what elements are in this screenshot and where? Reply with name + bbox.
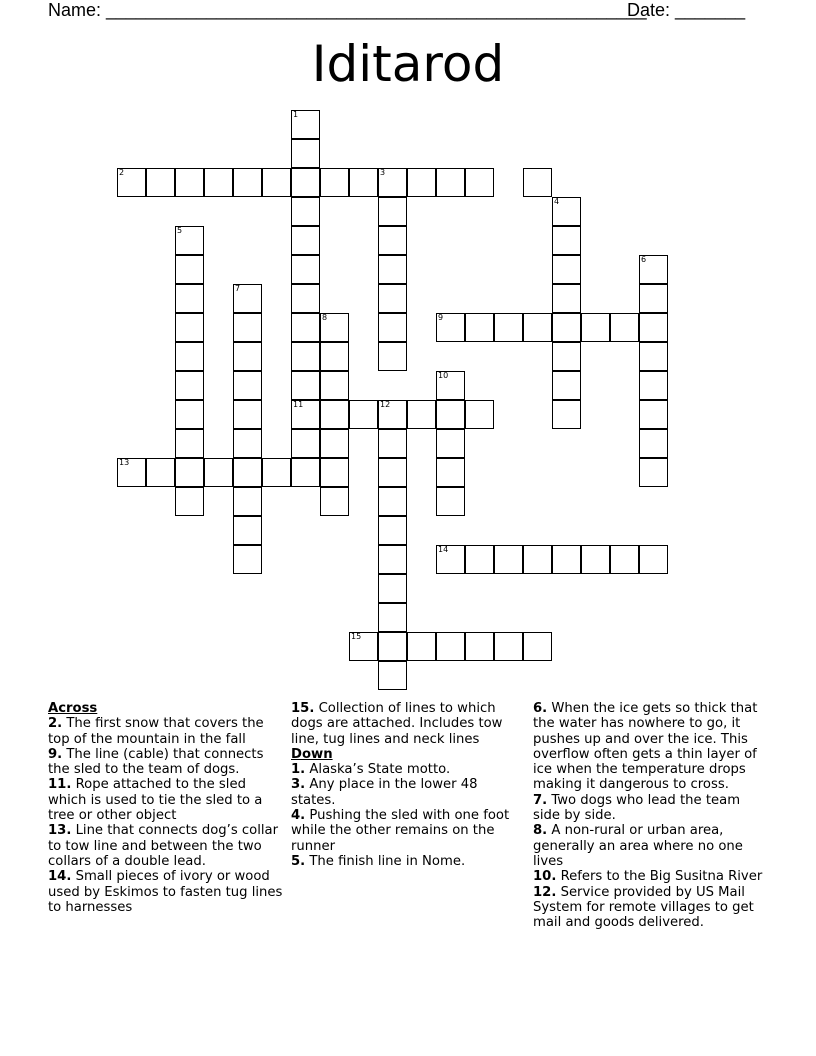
grid-cell[interactable] [175, 168, 204, 197]
clue-number: 7 [235, 284, 241, 293]
clue-item [291, 701, 517, 747]
clue-item [48, 777, 284, 823]
clue-item [48, 823, 284, 869]
grid-cell[interactable] [349, 400, 378, 429]
clue-number-label: 6. [533, 701, 548, 716]
grid-cell[interactable] [233, 342, 262, 371]
grid-cell[interactable] [378, 400, 407, 429]
grid-cell[interactable] [610, 313, 639, 342]
grid-cell[interactable] [233, 487, 262, 516]
grid-cell[interactable] [378, 313, 407, 342]
clue-number-label: 9. [48, 746, 63, 762]
grid-cell[interactable] [494, 313, 523, 342]
grid-cell[interactable] [436, 371, 465, 400]
grid-cell[interactable] [291, 342, 320, 371]
clue-item [291, 808, 517, 854]
grid-cell[interactable] [204, 168, 233, 197]
clue-item [48, 716, 284, 747]
grid-cell[interactable] [639, 545, 668, 574]
clue-number-label: 8. [533, 823, 548, 839]
clue-text: Pushing the sled with one foot while the other remains on the runner [291, 808, 510, 854]
clue-number: 12 [380, 400, 391, 409]
clue-text: Collection of lines to which dogs are attached. Includes tow line, tug lines and neck lines [291, 701, 503, 747]
clue-number: 6 [641, 255, 647, 264]
grid-cell[interactable] [291, 458, 320, 487]
clue-number-label: 7. [533, 792, 548, 808]
clue-number-label: 1. [291, 762, 306, 778]
clue-item [291, 854, 517, 869]
clue-number-label: 3. [291, 777, 306, 793]
down-heading: Down [291, 746, 333, 762]
clue-item [533, 869, 769, 884]
name-field-label[interactable]: Name: ______________________________________________________ [48, 0, 647, 20]
grid-cell[interactable] [175, 255, 204, 284]
grid-cell[interactable] [436, 168, 465, 197]
clue-item [48, 869, 284, 915]
clue-text: A non-rural or urban area, generally an area where no one lives [533, 823, 743, 869]
down-clue-list [291, 762, 517, 869]
grid-cell[interactable] [291, 284, 320, 313]
grid-cell[interactable] [465, 168, 494, 197]
clue-number-label: 12. [533, 884, 557, 900]
grid-cell[interactable] [436, 545, 465, 574]
grid-cell[interactable] [552, 342, 581, 371]
clue-text: Any place in the lower 48 states. [291, 777, 478, 808]
clue-number: 4 [554, 197, 560, 206]
grid-cell[interactable] [639, 458, 668, 487]
grid-cell[interactable] [465, 632, 494, 661]
clue-text: The line (cable) that connects the sled to the team of dogs. [48, 746, 264, 778]
grid-cell[interactable] [436, 400, 465, 429]
grid-cell[interactable] [320, 400, 349, 429]
grid-cell[interactable] [320, 313, 349, 342]
grid-cell[interactable] [378, 545, 407, 574]
grid-cell[interactable] [523, 632, 552, 661]
grid-cell[interactable] [291, 429, 320, 458]
grid-cell[interactable] [639, 400, 668, 429]
grid-cell[interactable] [291, 400, 320, 429]
grid-cell[interactable] [175, 487, 204, 516]
grid-cell[interactable] [378, 632, 407, 661]
clue-number-label: 15. [291, 701, 315, 716]
grid-cell[interactable] [494, 632, 523, 661]
clue-text: The finish line in Nome. [305, 853, 466, 869]
grid-cell[interactable] [291, 371, 320, 400]
clue-text: Small pieces of ivory or wood used by Eskimos to fasten tug lines to harnesses [48, 869, 283, 915]
across-clue-list [48, 716, 284, 915]
grid-cell[interactable] [117, 168, 146, 197]
grid-cell[interactable] [233, 545, 262, 574]
grid-cell[interactable] [581, 545, 610, 574]
grid-cell[interactable] [146, 458, 175, 487]
grid-cell[interactable] [204, 458, 233, 487]
grid-cell[interactable] [552, 313, 581, 342]
grid-cell[interactable] [436, 429, 465, 458]
clue-number: 5 [177, 226, 183, 235]
clue-number: 2 [119, 168, 125, 177]
grid-cell[interactable] [291, 197, 320, 226]
grid-cell[interactable] [349, 632, 378, 661]
clue-number: 8 [322, 313, 328, 322]
clue-number-label: 14. [48, 869, 72, 885]
grid-cell[interactable] [320, 371, 349, 400]
puzzle-title: Iditarod [311, 35, 505, 93]
grid-cell[interactable] [378, 574, 407, 603]
grid-cell[interactable] [378, 255, 407, 284]
clue-number: 14 [438, 545, 449, 554]
date-field-label[interactable]: Date: _______ [627, 0, 746, 20]
grid-cell[interactable] [175, 284, 204, 313]
grid-cell[interactable] [291, 313, 320, 342]
grid-cell[interactable] [117, 458, 146, 487]
grid-cell[interactable] [523, 313, 552, 342]
clue-number-label: 13. [48, 823, 72, 839]
grid-cell[interactable] [552, 400, 581, 429]
grid-cell[interactable] [378, 487, 407, 516]
grid-cell[interactable] [610, 545, 639, 574]
clue-item [533, 701, 769, 793]
grid-cell[interactable] [146, 168, 175, 197]
grid-cell[interactable] [552, 545, 581, 574]
clues-column-3 [533, 701, 769, 930]
grid-cell[interactable] [639, 342, 668, 371]
grid-cell[interactable] [378, 661, 407, 690]
grid-cell[interactable] [233, 284, 262, 313]
grid-cell[interactable] [639, 284, 668, 313]
clue-number: 1 [293, 110, 299, 119]
clue-item [291, 777, 517, 808]
grid-cell[interactable] [291, 110, 320, 139]
clues-column-1 [48, 701, 284, 915]
grid-cell[interactable] [378, 458, 407, 487]
grid-cell[interactable] [494, 545, 523, 574]
grid-cell[interactable] [523, 545, 552, 574]
clue-number: 11 [293, 400, 304, 409]
grid-cell[interactable] [233, 313, 262, 342]
grid-cell[interactable] [436, 458, 465, 487]
grid-cell[interactable] [407, 632, 436, 661]
grid-cell[interactable] [552, 284, 581, 313]
clue-number: 3 [380, 168, 386, 177]
clues-column-2 [291, 701, 517, 869]
clue-item [48, 747, 284, 778]
clue-text: When the ice gets so thick that the water has nowhere to go, it pushes up and over the ice. This overflow often gets a thin layer of ice when the temperature drops making it dangerous to cross. [533, 701, 758, 793]
grid-cell[interactable] [639, 255, 668, 284]
grid-cell[interactable] [233, 516, 262, 545]
grid-cell[interactable] [639, 429, 668, 458]
grid-cell[interactable] [175, 371, 204, 400]
grid-cell[interactable] [320, 342, 349, 371]
grid-cell[interactable] [291, 139, 320, 168]
clue-item [533, 823, 769, 869]
grid-cell[interactable] [262, 458, 291, 487]
grid-cell[interactable] [175, 342, 204, 371]
clue-text: The first snow that covers the top of the mountain in the fall [48, 716, 264, 747]
grid-cell[interactable] [465, 400, 494, 429]
grid-cell[interactable] [639, 371, 668, 400]
clue-text: Alaska’s State motto. [305, 762, 451, 778]
grid-cell[interactable] [436, 632, 465, 661]
grid-cell[interactable] [291, 255, 320, 284]
grid-cell[interactable] [407, 168, 436, 197]
grid-cell[interactable] [175, 313, 204, 342]
clue-text: Service provided by US Mail System for remote villages to get mail and goods delivered. [533, 884, 754, 931]
grid-cell[interactable] [233, 458, 262, 487]
grid-cell[interactable] [320, 458, 349, 487]
grid-cell[interactable] [523, 168, 552, 197]
clue-number-label: 2. [48, 716, 63, 732]
grid-cell[interactable] [262, 168, 291, 197]
grid-cell[interactable] [465, 313, 494, 342]
grid-cell[interactable] [552, 197, 581, 226]
clue-number-label: 5. [291, 853, 306, 869]
clue-item [533, 885, 769, 931]
clue-number-label: 10. [533, 869, 557, 885]
grid-cell[interactable] [552, 255, 581, 284]
clue-number-label: 11. [48, 777, 72, 793]
grid-cell[interactable] [378, 516, 407, 545]
grid-cell[interactable] [291, 168, 320, 197]
grid-cell[interactable] [233, 400, 262, 429]
clue-text: Refers to the Big Susitna River [556, 869, 763, 885]
grid-cell[interactable] [378, 197, 407, 226]
clue-item [291, 762, 517, 777]
grid-cell[interactable] [291, 226, 320, 255]
grid-cell[interactable] [378, 284, 407, 313]
grid-cell[interactable] [378, 168, 407, 197]
clue-number: 13 [119, 458, 130, 467]
clue-number: 10 [438, 371, 449, 380]
grid-cell[interactable] [552, 371, 581, 400]
clue-number: 9 [438, 313, 444, 322]
clue-number-label: 4. [291, 808, 306, 824]
grid-cell[interactable] [378, 603, 407, 632]
grid-cell[interactable] [581, 313, 610, 342]
grid-cell[interactable] [378, 226, 407, 255]
grid-cell[interactable] [175, 458, 204, 487]
grid-cell[interactable] [320, 168, 349, 197]
grid-cell[interactable] [465, 545, 494, 574]
grid-cell[interactable] [320, 429, 349, 458]
clue-number: 15 [351, 632, 362, 641]
grid-cell[interactable] [175, 400, 204, 429]
across-heading: Across [48, 701, 98, 716]
grid-cell[interactable] [378, 342, 407, 371]
clue-text: Line that connects dog’s collar to tow line and between the two collars of a double lead. [48, 823, 279, 869]
grid-cell[interactable] [320, 487, 349, 516]
grid-cell[interactable] [407, 400, 436, 429]
clue-text: Rope attached to the sled which is used to tie the sled to a tree or other object [48, 777, 263, 824]
clue-item [533, 793, 769, 824]
grid-cell[interactable] [552, 226, 581, 255]
across-clue-list-continued [291, 701, 517, 747]
grid-cell[interactable] [436, 313, 465, 342]
grid-cell[interactable] [233, 429, 262, 458]
grid-cell[interactable] [233, 371, 262, 400]
grid-cell[interactable] [233, 168, 262, 197]
grid-cell[interactable] [436, 487, 465, 516]
grid-cell[interactable] [378, 429, 407, 458]
grid-cell[interactable] [175, 429, 204, 458]
clue-text: Two dogs who lead the team side by side. [533, 792, 741, 824]
grid-cell[interactable] [349, 168, 378, 197]
grid-cell[interactable] [175, 226, 204, 255]
grid-cell[interactable] [639, 313, 668, 342]
down-clue-list-continued [533, 701, 769, 930]
